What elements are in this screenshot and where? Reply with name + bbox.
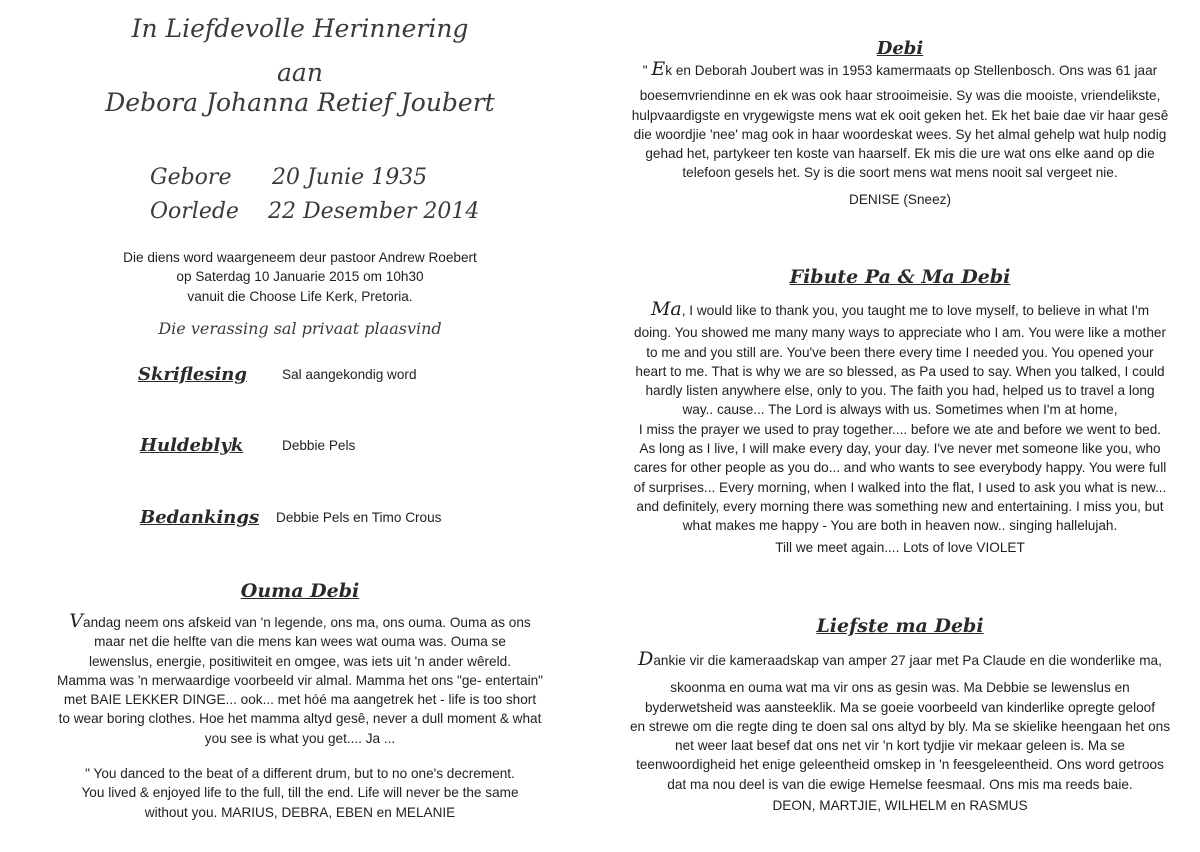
text-line: " Ek en Deborah Joubert was in 1953 kamermaats op Stellenbosch. Ons was 61 jaar <box>642 58 1158 80</box>
heading-line-2: aan <box>277 58 323 87</box>
debi-title: Debi <box>876 38 924 59</box>
heading-line-1: In Liefdevolle Herinnering <box>131 14 469 43</box>
text-line: heart to me. That is why we are so blessed, as Pa used to say. When you talked, I could <box>635 363 1165 379</box>
text-line: Vandag neem ons afskeid van 'n legende, ons ma, ons ouma. Ouma as ons <box>69 610 531 632</box>
dropcap: E <box>651 58 666 80</box>
liefste-title: Liefste ma Debi <box>816 615 984 637</box>
debi-signature: DENISE (Sneez) <box>849 192 951 207</box>
text-line: you see is what you get.... Ja ... <box>204 730 396 746</box>
text-line: gehad het, partykeer ten koste van haarself. Ek mis die ure wat ons elke aand op die <box>645 146 1155 162</box>
ouma-debi-title: Ouma Debi <box>240 580 360 602</box>
text-line: hulpvaardigste en vrygewigste mens wat ek ooit geken het. Ek het baie dae vir haar gesê <box>631 107 1169 123</box>
program-label-scripture: Skriflesing <box>138 364 247 385</box>
program-value-thanks: Debbie Pels en Timo Crous <box>276 510 442 525</box>
text-line: telefoon gesels het. Sy is die soort mens wat mens nooit sal vergeet nie. <box>682 165 1118 181</box>
text-line: dat ma nou deel is van die ewige Hemelse feesmaal. Ons mis ma reeds baie. <box>667 776 1133 792</box>
text-line: teenwoordigheid het enige geleentheid omskep in 'n feesgeleentheid. Ons word getroos <box>636 757 1164 773</box>
text-line: doing. You showed me many many ways to appreciate who I am. You were like a mother <box>634 325 1166 341</box>
text-line: Dankie vir die kameraadskap van amper 27 jaar met Pa Claude en die wonderlike ma, <box>638 648 1162 670</box>
born-date: 20 Junie 1935 <box>272 165 428 190</box>
text-line: without you. MARIUS, DEBRA, EBEN en MELANIE <box>144 804 456 820</box>
text-line: Mamma was 'n merwaardige voorbeeld vir almal. Mamma het ons "ge- entertain" <box>57 672 543 688</box>
died-label: Oorlede <box>150 199 239 224</box>
text-line: to wear boring clothes. Hoe het mamma altyd gesê, never a dull moment & what <box>58 711 542 727</box>
text-line: You lived & enjoyed life to the full, till the end. Life will never be the same <box>81 785 519 801</box>
text-line: hardly listen anywhere else, only to you. The faith you had, helped us to travel a long <box>645 383 1155 399</box>
liefste-text <box>626 650 1174 794</box>
text-line: die woordjie 'nee' mag ook in haar woordeskat wees. Sy het almal gehelp wat hulp nodig <box>633 126 1167 142</box>
right-page <box>600 0 1200 852</box>
cremation-note: Die verassing sal privaat plaasvind <box>158 319 442 338</box>
service-line: vanuit die Choose Life Kerk, Pretoria. <box>187 288 413 304</box>
text-line: " You danced to the beat of a different drum, but to no one's decrement. <box>85 766 515 781</box>
dropcap: Ma <box>650 298 682 320</box>
text-line: met BAIE LEKKER DINGE... ook... met hóé ma aangetrek het - life is too short <box>63 692 537 708</box>
program-value-scripture: Sal aangekondig word <box>282 367 417 382</box>
text-line: As long as I live, I will make every day, your day. I've never met someone like you, who <box>639 441 1161 457</box>
text-line: of surprises... Every morning, when I walked into the flat, I used to ask you what is new... <box>633 479 1167 495</box>
liefste-signature: DEON, MARTJIE, WILHELM en RASMUS <box>772 798 1028 813</box>
text-line: I miss the prayer we used to pray together.... before we ate and before we went to bed. <box>638 421 1162 437</box>
dropcap: D <box>638 648 654 670</box>
text-line: and definitely, every morning there was something new and entertaining. I miss you, but <box>636 498 1164 514</box>
text-line: Ma, I would like to thank you, you taught me to love myself, to believe in what I'm <box>650 298 1150 320</box>
text-line: net weer laat besef dat ons net vir 'n kort tydjie vir mekaar geleen is. Ma se <box>675 738 1125 754</box>
died-date: 22 Desember 2014 <box>268 199 480 224</box>
program-label-thanks: Bedankings <box>140 507 260 528</box>
tribute-title: Fibute Pa & Ma Debi <box>789 266 1011 288</box>
dropcap: V <box>69 610 84 632</box>
text-line: cares for other people as you do... and who wants to see everybody happy. You were full <box>633 460 1167 476</box>
text-line: byderwetsheid was aansteeklik. Ma se goeie voorbeeld van kinderlike opregte geloof <box>644 699 1156 715</box>
spacer <box>626 670 1174 678</box>
text-line: what makes me happy - You are both in heaven now.. singing hallelujah. <box>682 518 1118 534</box>
family-quote <box>52 764 548 822</box>
deceased-name: Debora Johanna Retief Joubert <box>105 88 495 117</box>
tribute-signature: Till we meet again.... Lots of love VIOLET <box>775 540 1025 555</box>
program-value-tribute: Debbie Pels <box>282 438 356 453</box>
program-label-tribute: Huldeblyk <box>140 435 244 456</box>
text-line: en strewe om die regte ding te doen sal ons altyd by bly. Ma se skielike heengaan het ons <box>629 718 1171 734</box>
debi-text <box>626 60 1174 183</box>
service-line: op Saterdag 10 Januarie 2015 om 10h30 <box>176 269 424 285</box>
text-line: lewenslus, energie, positiwiteit en omgee, was iets uit 'n ander wêreld. <box>89 653 511 669</box>
service-line: Die diens word waargeneem deur pastoor Andrew Roebert <box>123 250 477 265</box>
tribute-text <box>626 300 1174 536</box>
service-details <box>80 248 520 306</box>
text-line: way.. cause... The Lord is always with us. Sometimes when I'm at home, <box>682 402 1118 418</box>
text-line: skoonma en ouma wat ma vir ons as gesin was. Ma Debbie se lewenslus en <box>670 680 1130 696</box>
born-label: Gebore <box>150 165 232 190</box>
text-line: maar net die helfte van die mens kan wees wat ouma was. Ouma se <box>94 634 506 650</box>
text-line: boesemvriendinne en ek was ook haar strooimeisie. Sy was die mooiste, vriendelikste, <box>639 88 1161 104</box>
text-line: to me and you still are. You've been there every time I needed you. You opened your <box>646 344 1154 360</box>
ouma-debi-text <box>52 612 548 748</box>
